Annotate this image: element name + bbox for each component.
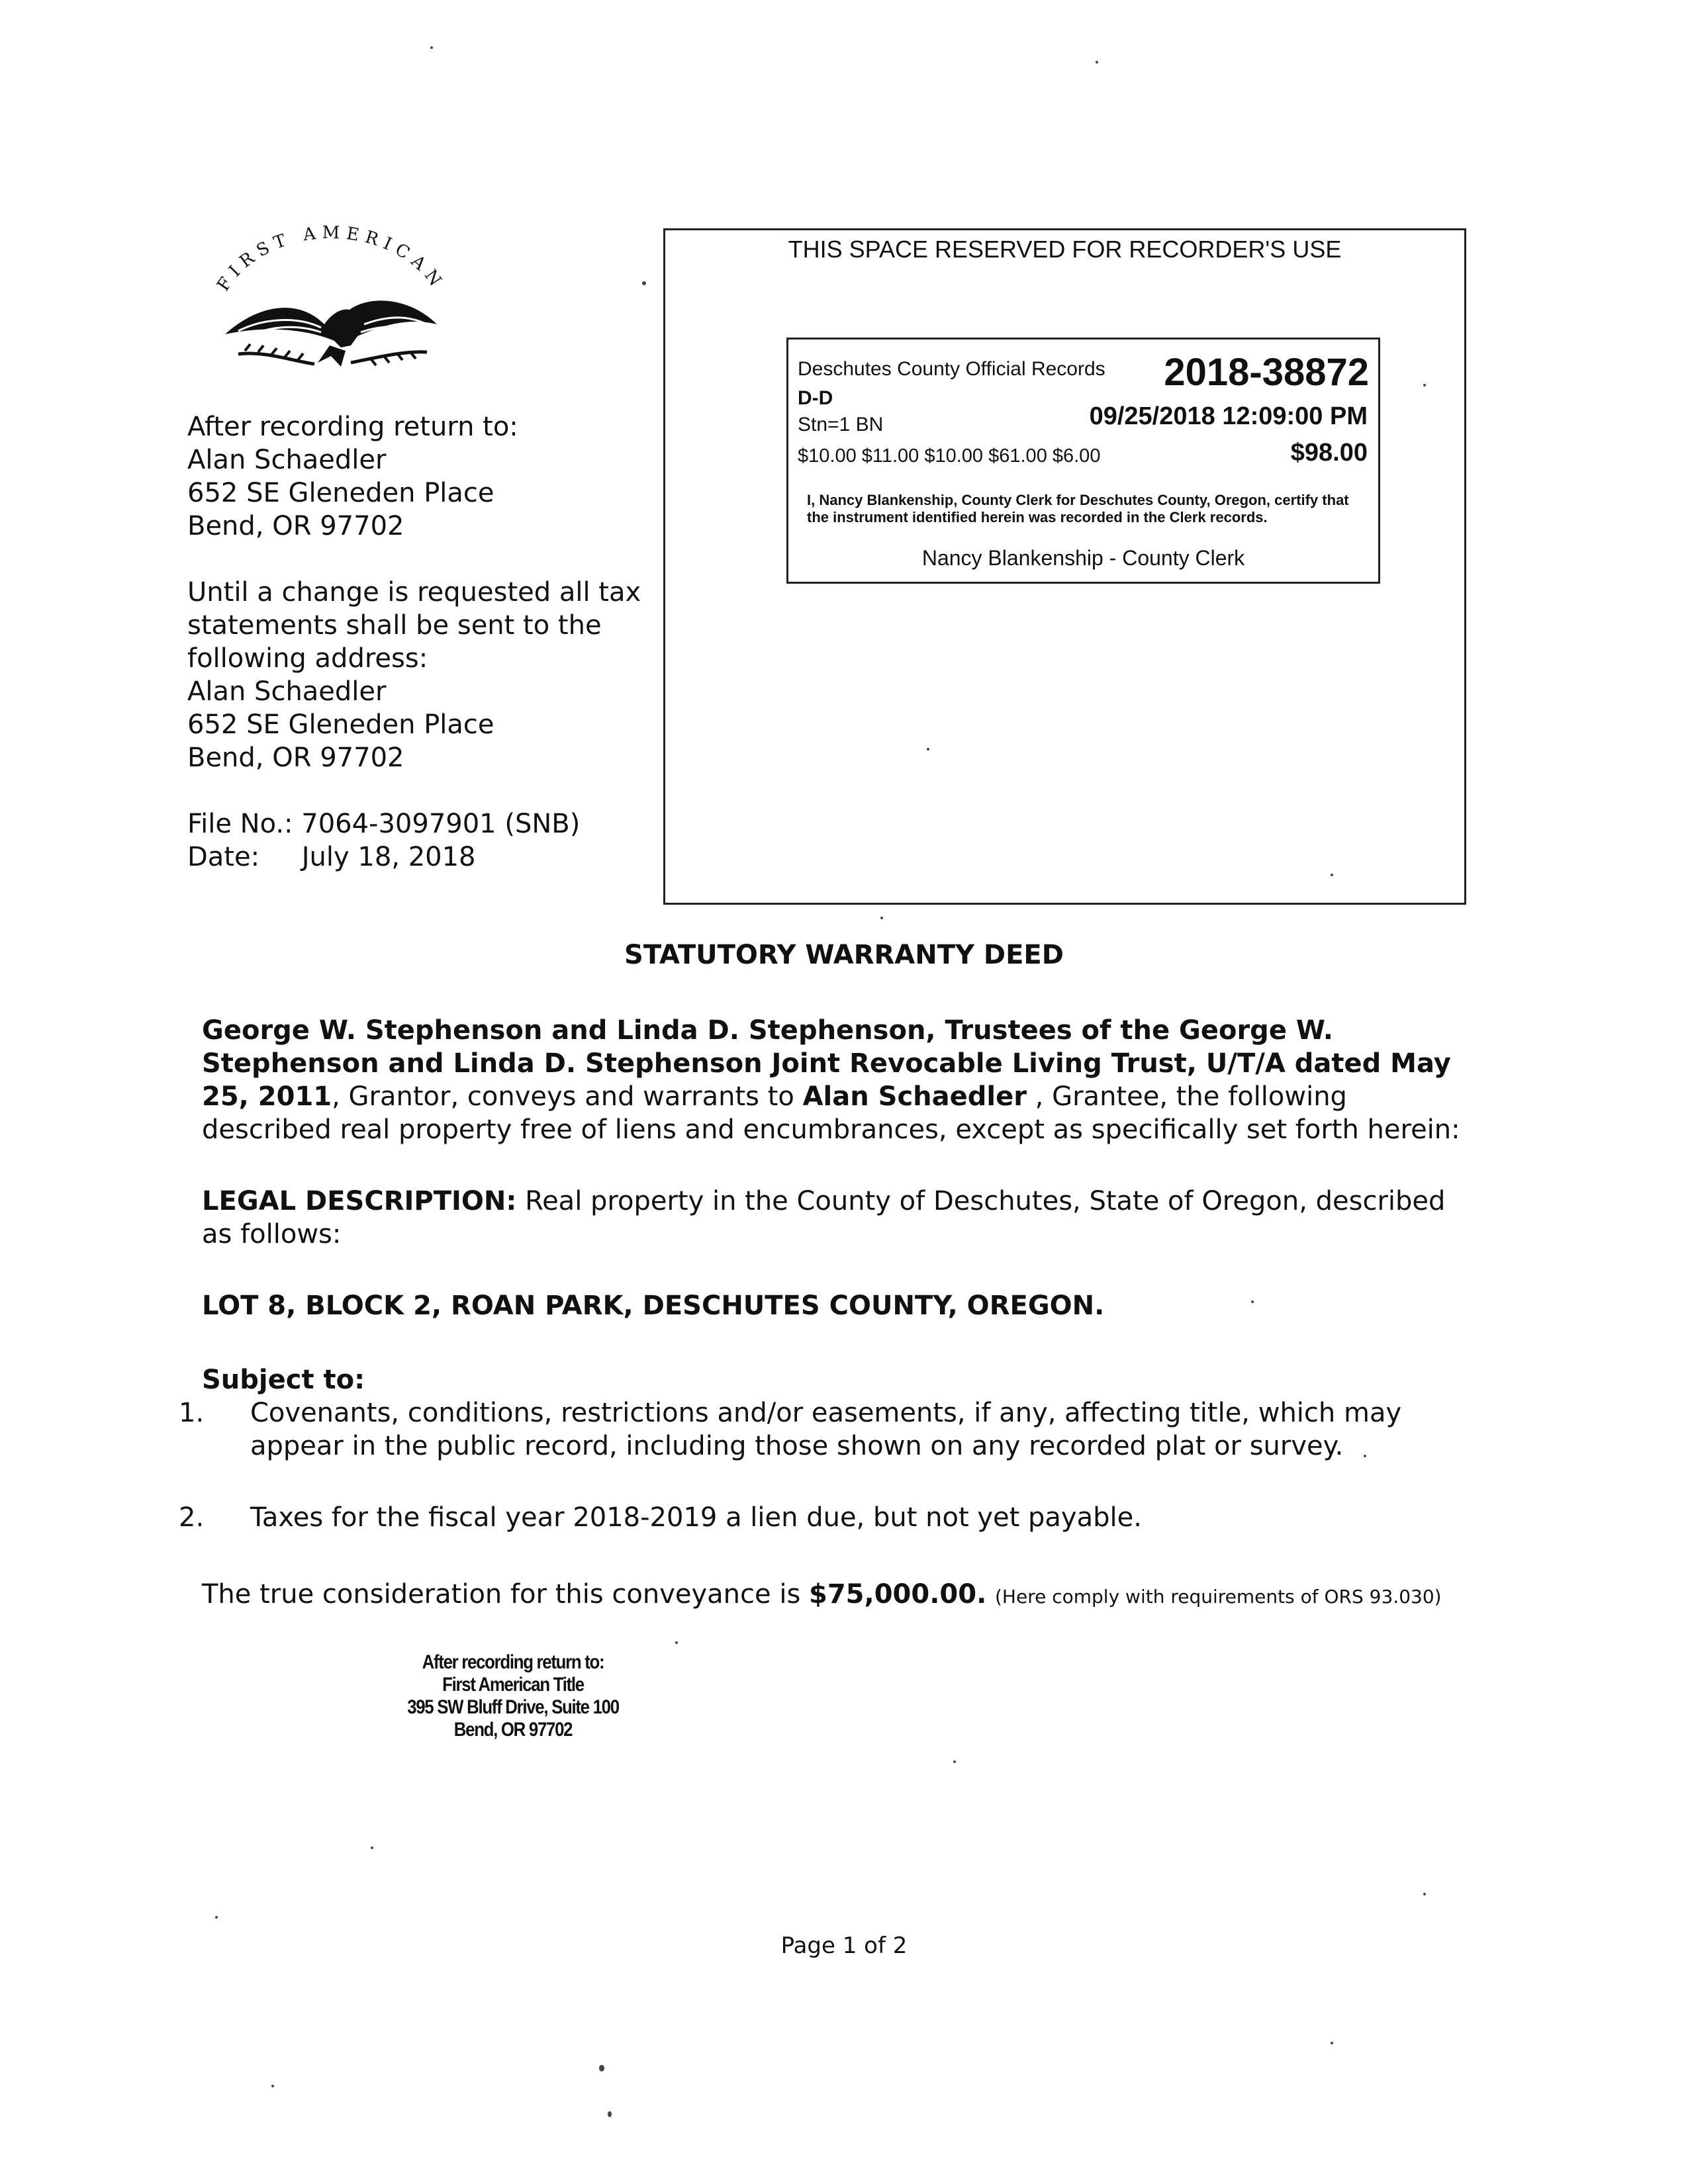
grantor-suffix: , Grantor, conveys and warrants to — [332, 1081, 803, 1112]
consideration-note: (Here comply with requirements of ORS 93.030) — [994, 1586, 1442, 1608]
stamp-line-2: First American Title — [442, 1674, 584, 1696]
grantee-name: Alan Schaedler — [802, 1081, 1027, 1112]
date-line — [187, 841, 651, 874]
fee-list: $10.00 $11.00 $10.00 $61.00 $6.00 — [798, 445, 1101, 467]
stamp-line-1: After recording return to: — [422, 1651, 604, 1673]
file-number-line — [187, 807, 651, 841]
eagle-icon — [199, 225, 463, 384]
document-type: D-D — [798, 387, 833, 409]
file-number: 7064-3097901 (SNB) — [301, 809, 581, 839]
return-street: 652 SE Gleneden Place — [187, 478, 494, 508]
return-heading: After recording return to: — [187, 412, 518, 442]
return-city: Bend, OR 97702 — [187, 511, 404, 541]
first-american-logo — [199, 225, 463, 384]
tax-line-3: following address: — [187, 643, 428, 674]
consideration-prefix: The true consideration for this conveyance is — [202, 1579, 810, 1610]
tax-line-1: Until a change is requested all tax — [187, 577, 641, 608]
tax-name: Alan Schaedler — [187, 676, 387, 707]
clerk-name: Nancy Blankenship - County Clerk — [921, 546, 1245, 570]
tax-city: Bend, OR 97702 — [187, 743, 404, 773]
grantor-names: George W. Stephenson and Linda D. Stephenson, Trustees of the George W. Stephenson and Linda D. Stephenson Joint Revocable Living Trust, U/T/A dated May 25, 2011 — [202, 1015, 1451, 1112]
grantee-suffix: , Grantee, the following described real property free of liens and encumbrances, except as specifically set forth herein: — [202, 1081, 1460, 1145]
clerk-certification: I, Nancy Blankenship, County Clerk for Deschutes County, Oregon, certify that the instrument identified herein was recorded in the Clerk records. — [807, 492, 1349, 525]
lot-description: LOT 8, BLOCK 2, ROAN PARK, DESCHUTES COUNTY, OREGON. — [202, 1291, 1105, 1321]
legal-label: LEGAL DESCRIPTION: — [202, 1186, 517, 1216]
record-number: 2018-38872 — [1164, 351, 1369, 394]
legal-description — [202, 1185, 1479, 1251]
consideration-amount: $75,000.00. — [809, 1579, 987, 1610]
page-number: Page 1 of 2 — [780, 1933, 908, 1959]
tax-street: 652 SE Gleneden Place — [187, 709, 494, 740]
recorder-header: THIS SPACE RESERVED FOR RECORDER'S USE — [788, 236, 1342, 263]
stamp-line-4: Bend, OR 97702 — [453, 1719, 573, 1741]
svg-text:FIRST AMERICAN: FIRST AMERICAN — [213, 225, 449, 295]
tax-line-2: statements shall be sent to the — [187, 610, 602, 641]
date-value: July 18, 2018 — [301, 842, 476, 872]
records-office: Deschutes County Official Records — [798, 358, 1105, 380]
deed-title: STATUTORY WARRANTY DEED — [624, 940, 1064, 970]
consideration-line — [202, 1578, 1479, 1614]
item-text: Covenants, conditions, restrictions and/or easements, if any, affecting title, which may appear in the public record, including those shown on any recorded plat or survey. — [250, 1398, 1402, 1461]
stamp-line-3: 395 SW Bluff Drive, Suite 100 — [407, 1696, 619, 1718]
title-company-stamp — [379, 1651, 647, 1741]
item-number: 1. — [179, 1398, 205, 1428]
subject-to-heading: Subject to: — [202, 1365, 365, 1395]
file-label: File No.: — [187, 809, 293, 839]
fee-total: $98.00 — [1290, 439, 1368, 467]
station: Stn=1 BN — [798, 414, 884, 435]
date-label: Date: — [187, 842, 260, 872]
record-datetime: 09/25/2018 12:09:00 PM — [1089, 402, 1368, 430]
legal-text: Real property in the County of Deschutes, State of Oregon, described as follows: — [202, 1186, 1446, 1250]
return-name: Alan Schaedler — [187, 445, 387, 475]
recording-stamp — [786, 338, 1380, 584]
return-address-block — [187, 410, 651, 874]
item-number: 2. — [179, 1502, 205, 1533]
grantor-paragraph — [202, 1014, 1479, 1146]
item-text: Taxes for the fiscal year 2018-2019 a lien due, but not yet payable. — [250, 1502, 1142, 1533]
